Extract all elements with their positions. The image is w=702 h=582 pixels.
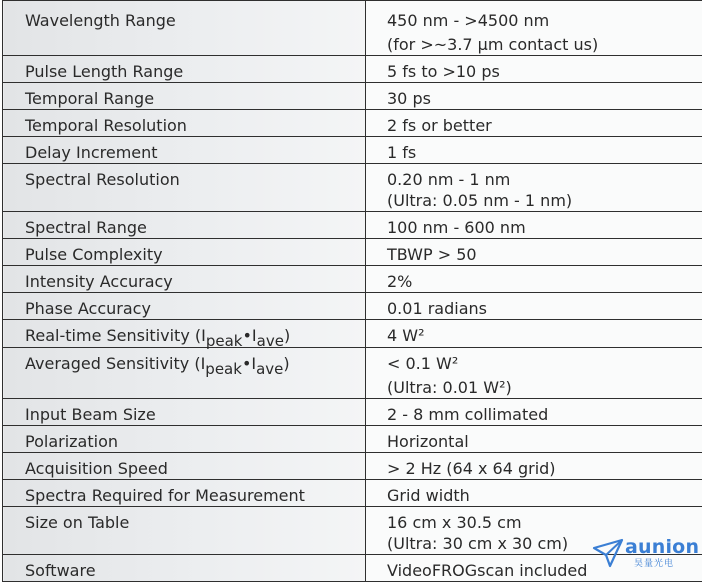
spec-label-spectral-range: Spectral Range (3, 212, 366, 239)
spec-value-acquisition-speed: > 2 Hz (64 x 64 grid) (366, 453, 702, 480)
paper-plane-icon (592, 538, 624, 568)
spec-value-software: VideoFROGscan included (366, 555, 702, 582)
aunion-watermark-logo (592, 536, 696, 570)
spec-value-pulse-length-range: 5 fs to >10 ps (366, 56, 702, 83)
table-row (3, 426, 702, 453)
spec-label-real-time-sensitivity: Real-time Sensitivity (Ipeak•Iave) (3, 320, 366, 348)
spec-value-temporal-resolution: 2 fs or better (366, 110, 702, 137)
spec-value-input-beam-size: 2 - 8 mm collimated (366, 399, 702, 426)
table-row (3, 83, 702, 110)
table-row (3, 399, 702, 426)
spec-value-size-on-table: 16 cm x 30.5 cm (Ultra: 30 cm x 30 cm) (366, 507, 702, 555)
spec-label-polarization: Polarization (3, 426, 366, 453)
spec-value-delay-increment: 1 fs (366, 137, 702, 164)
spec-value-intensity-accuracy: 2% (366, 266, 702, 293)
spec-value-phase-accuracy: 0.01 radians (366, 293, 702, 320)
spec-label-input-beam-size: Input Beam Size (3, 399, 366, 426)
table-row (3, 266, 702, 293)
watermark-brand: aunion (625, 536, 699, 558)
table-row (3, 453, 702, 480)
spec-label-delay-increment: Delay Increment (3, 137, 366, 164)
table-row (3, 239, 702, 266)
table-row (3, 137, 702, 164)
spec-label-wavelength-range: Wavelength Range (3, 1, 366, 56)
spec-label-acquisition-speed: Acquisition Speed (3, 453, 366, 480)
table-row (3, 1, 702, 56)
spec-value-polarization: Horizontal (366, 426, 702, 453)
table-row (3, 348, 702, 399)
table-row (3, 212, 702, 239)
spec-label-size-on-table: Size on Table (3, 507, 366, 555)
spec-value-spectral-resolution: 0.20 nm - 1 nm (Ultra: 0.05 nm - 1 nm) (366, 164, 702, 212)
spec-value-temporal-range: 30 ps (366, 83, 702, 110)
table-row (3, 480, 702, 507)
spec-label-averaged-sensitivity: Averaged Sensitivity (Ipeak•Iave) (3, 348, 366, 399)
watermark-brand-cn: 昊量光电 (634, 556, 674, 569)
spec-label-intensity-accuracy: Intensity Accuracy (3, 266, 366, 293)
spec-value-wavelength-range: 450 nm - >4500 nm (for >~3.7 µm contact us) (366, 1, 702, 56)
spec-label-pulse-length-range: Pulse Length Range (3, 56, 366, 83)
table-row (3, 293, 702, 320)
spec-value-spectra-required: Grid width (366, 480, 702, 507)
specifications-table (2, 0, 702, 582)
table-row (3, 164, 702, 212)
spec-label-software: Software (3, 555, 366, 582)
spec-label-temporal-resolution: Temporal Resolution (3, 110, 366, 137)
table-row (3, 110, 702, 137)
table-row (3, 320, 702, 348)
spec-label-spectral-resolution: Spectral Resolution (3, 164, 366, 212)
spec-value-pulse-complexity: TBWP > 50 (366, 239, 702, 266)
spec-value-averaged-sensitivity: < 0.1 W² (Ultra: 0.01 W²) (366, 348, 702, 399)
spec-label-temporal-range: Temporal Range (3, 83, 366, 110)
spec-value-spectral-range: 100 nm - 600 nm (366, 212, 702, 239)
spec-value-real-time-sensitivity: 4 W² (366, 320, 702, 348)
spec-label-phase-accuracy: Phase Accuracy (3, 293, 366, 320)
spec-label-pulse-complexity: Pulse Complexity (3, 239, 366, 266)
spec-label-spectra-required: Spectra Required for Measurement (3, 480, 366, 507)
table-row (3, 56, 702, 83)
